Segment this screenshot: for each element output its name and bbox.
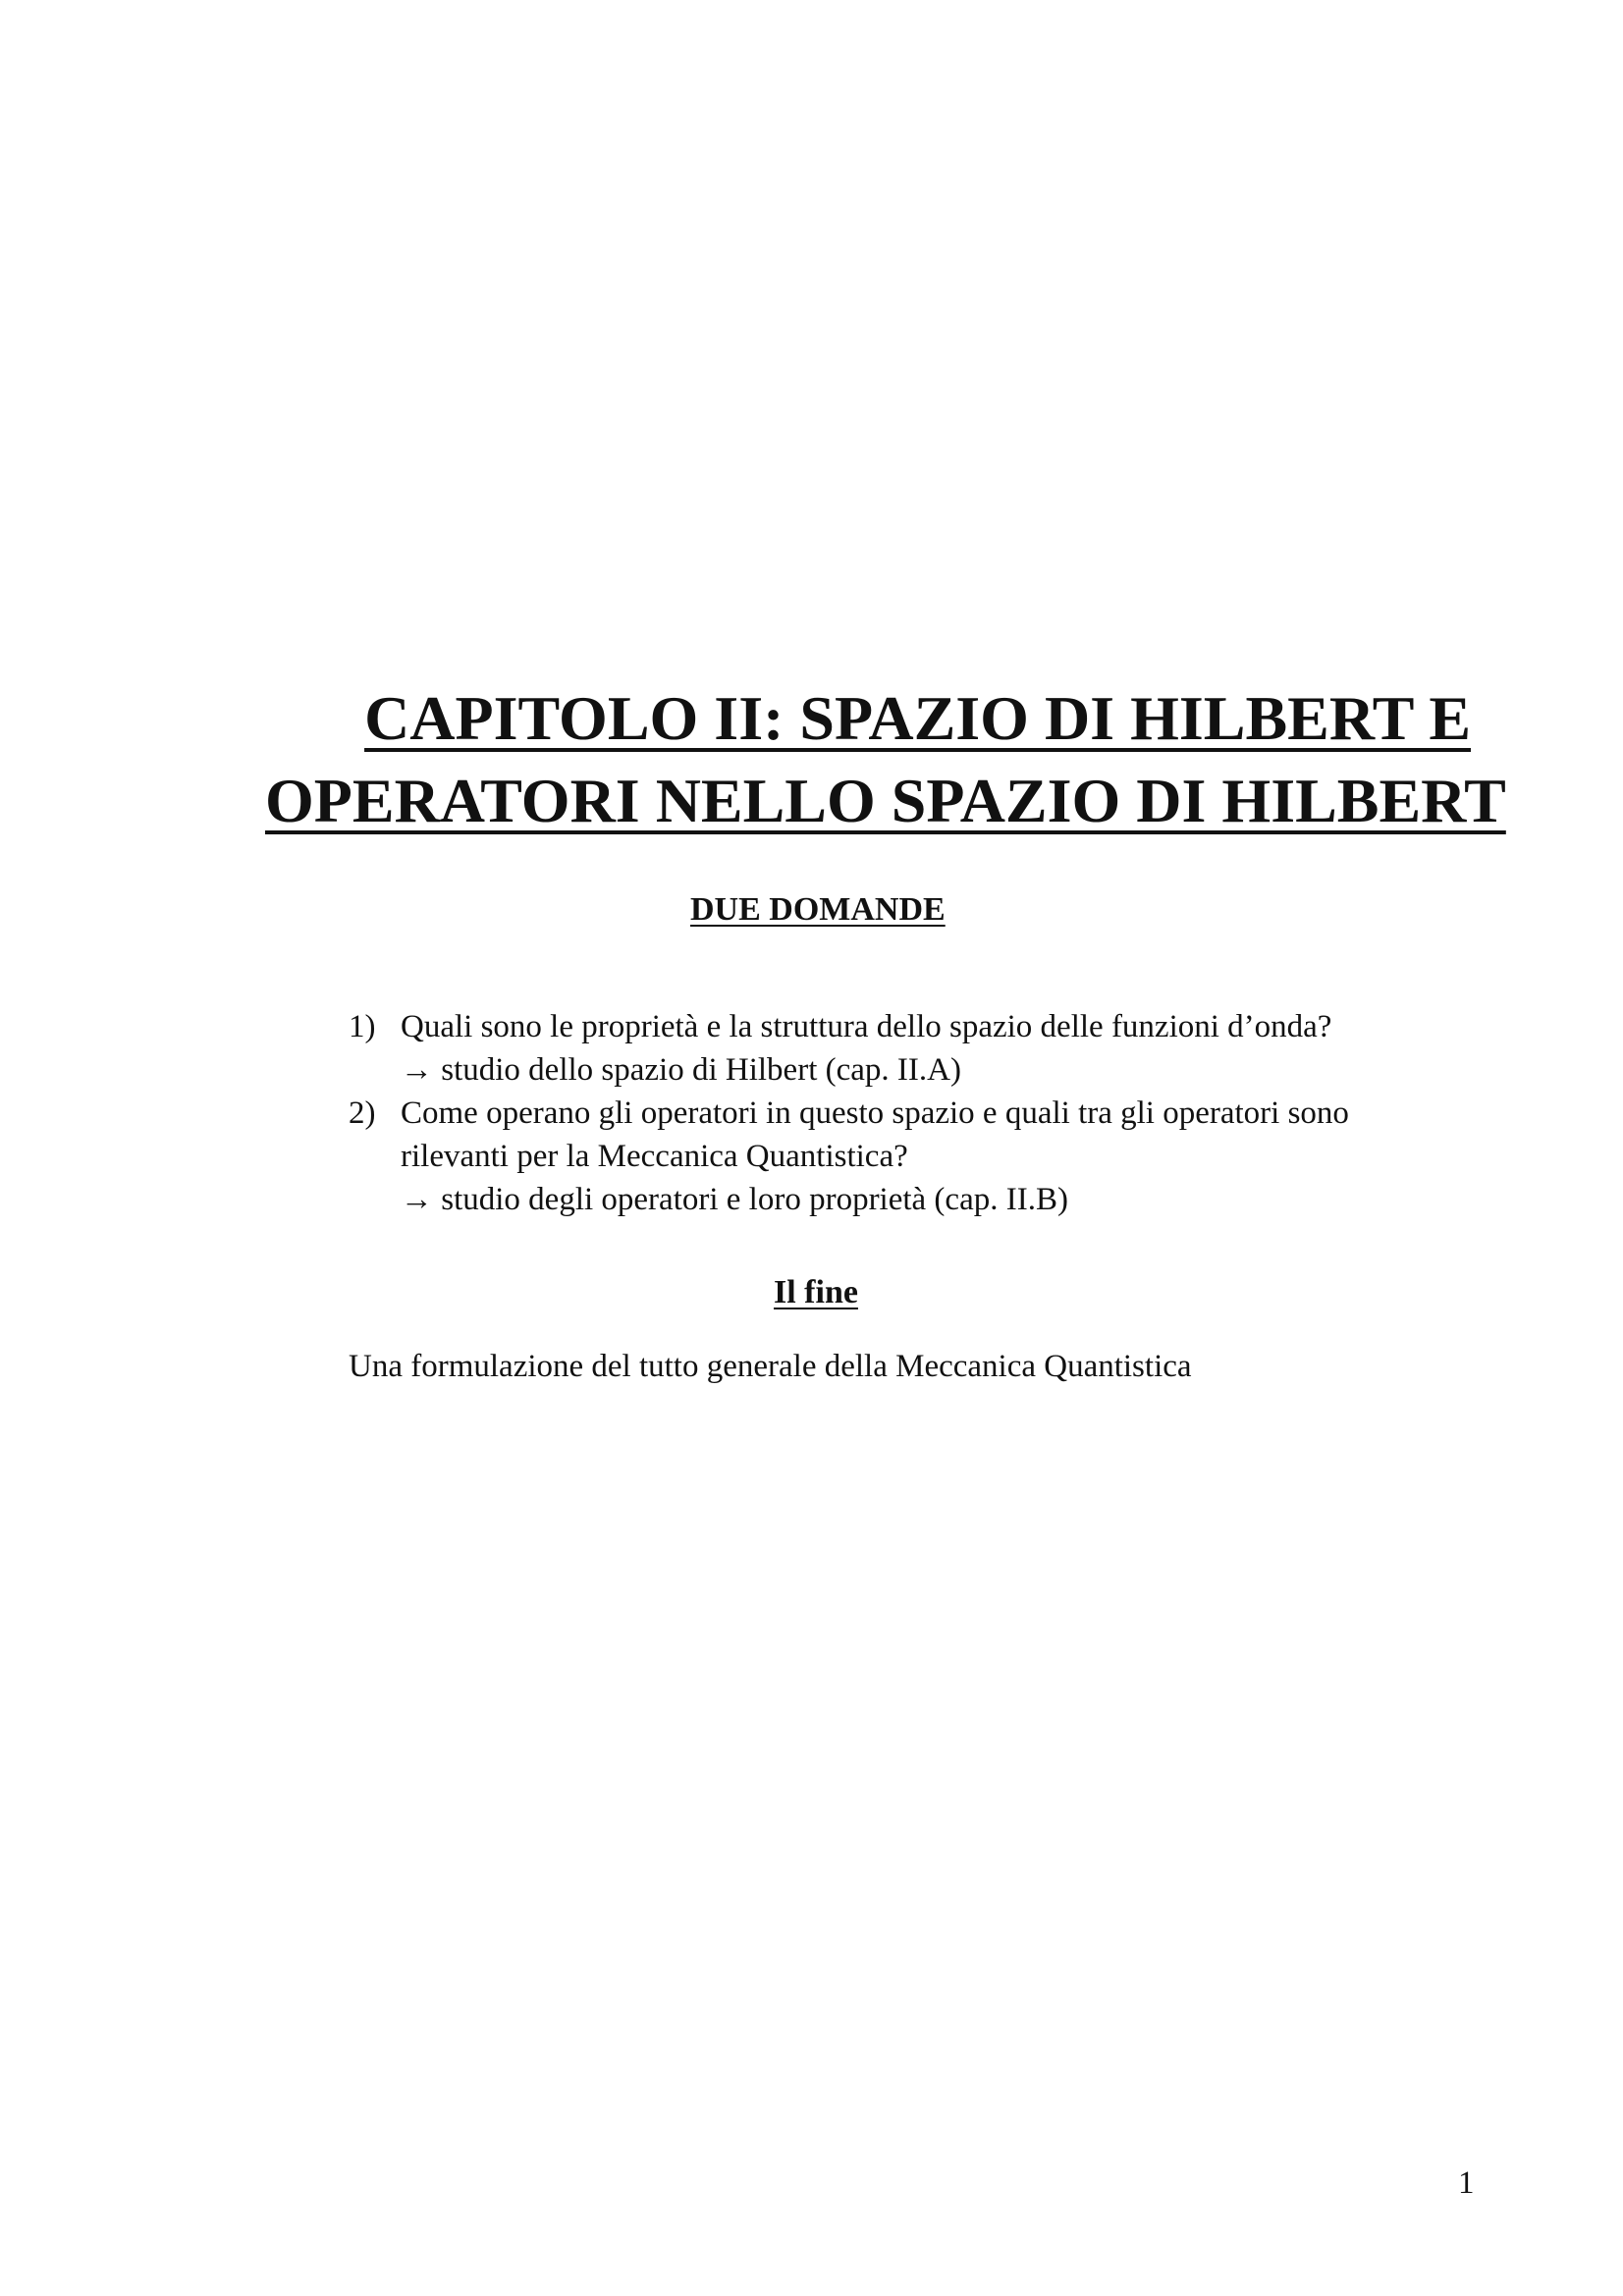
goal-heading: Il fine	[774, 1274, 858, 1310]
question-detail: → studio dello spazio di Hilbert (cap. II.A)	[401, 1052, 961, 1088]
question-line: Come operano gli operatori in questo spazio e quali tra gli operatori sono	[401, 1095, 1349, 1131]
question-number: 2)	[349, 1095, 376, 1131]
goal-text: Una formulazione del tutto generale della Meccanica Quantistica	[349, 1349, 1192, 1384]
page-number: 1	[1458, 2165, 1475, 2201]
questions-heading: DUE DOMANDE	[690, 891, 946, 928]
question-number: 1)	[349, 1009, 376, 1044]
chapter-title-line-1: CAPITOLO II: SPAZIO DI HILBERT E	[364, 683, 1471, 753]
question-text	[401, 1092, 1380, 1178]
question-item-2	[349, 1092, 1380, 1221]
question-line: rilevanti per la Meccanica Quantistica?	[401, 1139, 908, 1174]
question-item-1	[349, 1005, 1380, 1092]
question-line: Quali sono le proprietà e la struttura dello spazio delle funzioni d’onda?	[401, 1009, 1332, 1044]
chapter-title	[265, 677, 1506, 842]
questions-list	[349, 1005, 1380, 1221]
question-detail: → studio degli operatori e loro proprietà (cap. II.B)	[401, 1182, 1068, 1217]
question-text	[401, 1005, 1380, 1048]
chapter-title-line-2: OPERATORI NELLO SPAZIO DI HILBERT	[265, 766, 1506, 835]
